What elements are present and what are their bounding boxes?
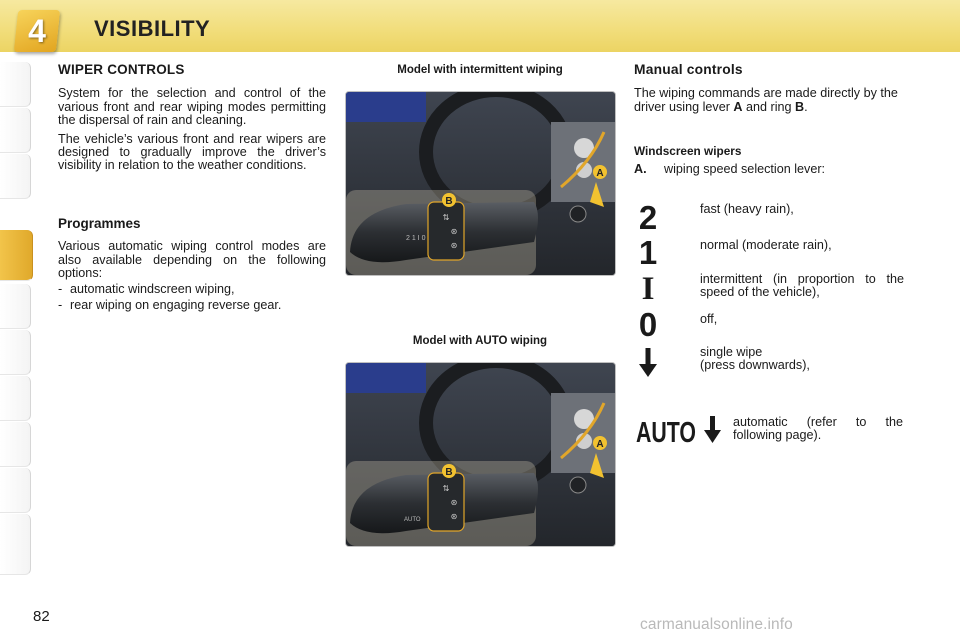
svg-text:⊛: ⊛ <box>450 227 458 236</box>
list-item-text: rear wiping on engaging reverse gear. <box>70 297 282 312</box>
symbol-2-icon <box>636 201 660 238</box>
symbol-label: single wipe (press downwards), <box>700 345 810 373</box>
list-bullet: - <box>58 282 63 297</box>
svg-text:⇅: ⇅ <box>442 213 450 222</box>
svg-text:2 1 I 0: 2 1 I 0 <box>406 235 426 242</box>
symbol-0-icon <box>636 308 660 345</box>
svg-text:⊛: ⊛ <box>450 512 458 521</box>
svg-text:⊛: ⊛ <box>450 498 458 507</box>
programmes-paragraph: Various automatic wiping control modes are also available depending on the following options: <box>58 239 326 281</box>
svg-text:⊛: ⊛ <box>450 241 458 250</box>
chapter-tab-8[interactable] <box>0 422 31 467</box>
list-item <box>58 283 326 296</box>
symbol-1-icon <box>636 236 660 273</box>
auto-label: automatic (refer to the following page). <box>733 415 903 443</box>
intro-paragraph: System for the selection and control of the various front and rear wiping modes permitting the dispersal of rain and cleaning. <box>58 86 326 128</box>
svg-text:0: 0 <box>638 308 658 340</box>
ring-reference: B <box>795 99 805 114</box>
chapter-tab-7[interactable] <box>0 376 31 421</box>
svg-text:2: 2 <box>638 201 658 233</box>
chapter-badge <box>14 10 60 52</box>
watermark: carmanualsonline.info <box>640 616 793 633</box>
symbol-label: normal (moderate rain), <box>700 238 832 252</box>
auto-symbol-icon <box>636 414 726 451</box>
chapter-tab-3[interactable] <box>0 154 31 199</box>
symbol-label: off, <box>700 312 718 326</box>
chapter-tab-6[interactable] <box>0 330 31 375</box>
svg-text:I: I <box>641 271 655 303</box>
list-item-text: automatic windscreen wiping, <box>70 282 235 297</box>
intro-text: The wiping commands are made directly by the driver using lever <box>634 86 898 114</box>
lever-reference: A <box>733 99 743 114</box>
chapter-tab-1[interactable] <box>0 62 31 107</box>
label-b-icon: B <box>445 467 453 478</box>
dashboard-illustration <box>346 92 615 275</box>
chapter-tab-5[interactable] <box>0 284 31 329</box>
windscreen-wipers-heading: Windscreen wipers <box>634 144 742 159</box>
right-column <box>634 63 904 176</box>
dashboard-illustration <box>346 363 615 546</box>
down-arrow-icon <box>636 346 660 383</box>
svg-text:⇅: ⇅ <box>442 484 450 493</box>
label-a-icon: A <box>596 439 604 450</box>
left-column <box>58 63 326 312</box>
symbol-label: fast (heavy rain), <box>700 202 794 216</box>
chapter-tab-4-active[interactable] <box>0 230 33 281</box>
intro-text: . <box>804 99 808 114</box>
label-b-icon: B <box>445 196 453 207</box>
symbol-i-icon <box>636 271 660 308</box>
chapter-tab-2[interactable] <box>0 108 31 153</box>
chapter-tab-9[interactable] <box>0 468 31 513</box>
chapter-number: 4 <box>28 12 46 49</box>
programmes-heading: Programmes <box>58 215 141 231</box>
lever-item <box>634 163 904 176</box>
chapter-tab-10[interactable] <box>0 514 31 575</box>
caption-auto: Model with AUTO wiping <box>412 335 548 347</box>
svg-text:1: 1 <box>638 236 658 268</box>
description-paragraph: The vehicle’s various front and rear wipers are designed to gradually improve the driver’s visibility in relation to the weather conditions. <box>58 131 326 173</box>
photo-intermittent-wiping <box>345 91 616 276</box>
list-item <box>58 299 326 312</box>
page-number: 82 <box>33 608 50 625</box>
svg-text:AUTO: AUTO <box>636 417 696 446</box>
chapter-tab-strip <box>0 62 34 577</box>
photo-auto-wiping <box>345 362 616 547</box>
manual-controls-intro <box>634 87 904 114</box>
item-letter: A. <box>634 161 647 176</box>
page-title: VISIBILITY <box>94 16 211 41</box>
label-a-icon: A <box>596 168 604 179</box>
intro-text: and ring <box>742 99 796 114</box>
item-text: wiping speed selection lever: <box>664 161 826 176</box>
caption-intermittent: Model with intermittent wiping <box>397 64 563 76</box>
manual-controls-heading: Manual controls <box>634 62 743 77</box>
section-heading: WIPER CONTROLS <box>58 62 185 77</box>
svg-text:AUTO: AUTO <box>404 517 421 523</box>
list-bullet: - <box>58 297 63 312</box>
symbol-label: intermittent (in proportion to the speed of the vehicle), <box>700 272 904 300</box>
